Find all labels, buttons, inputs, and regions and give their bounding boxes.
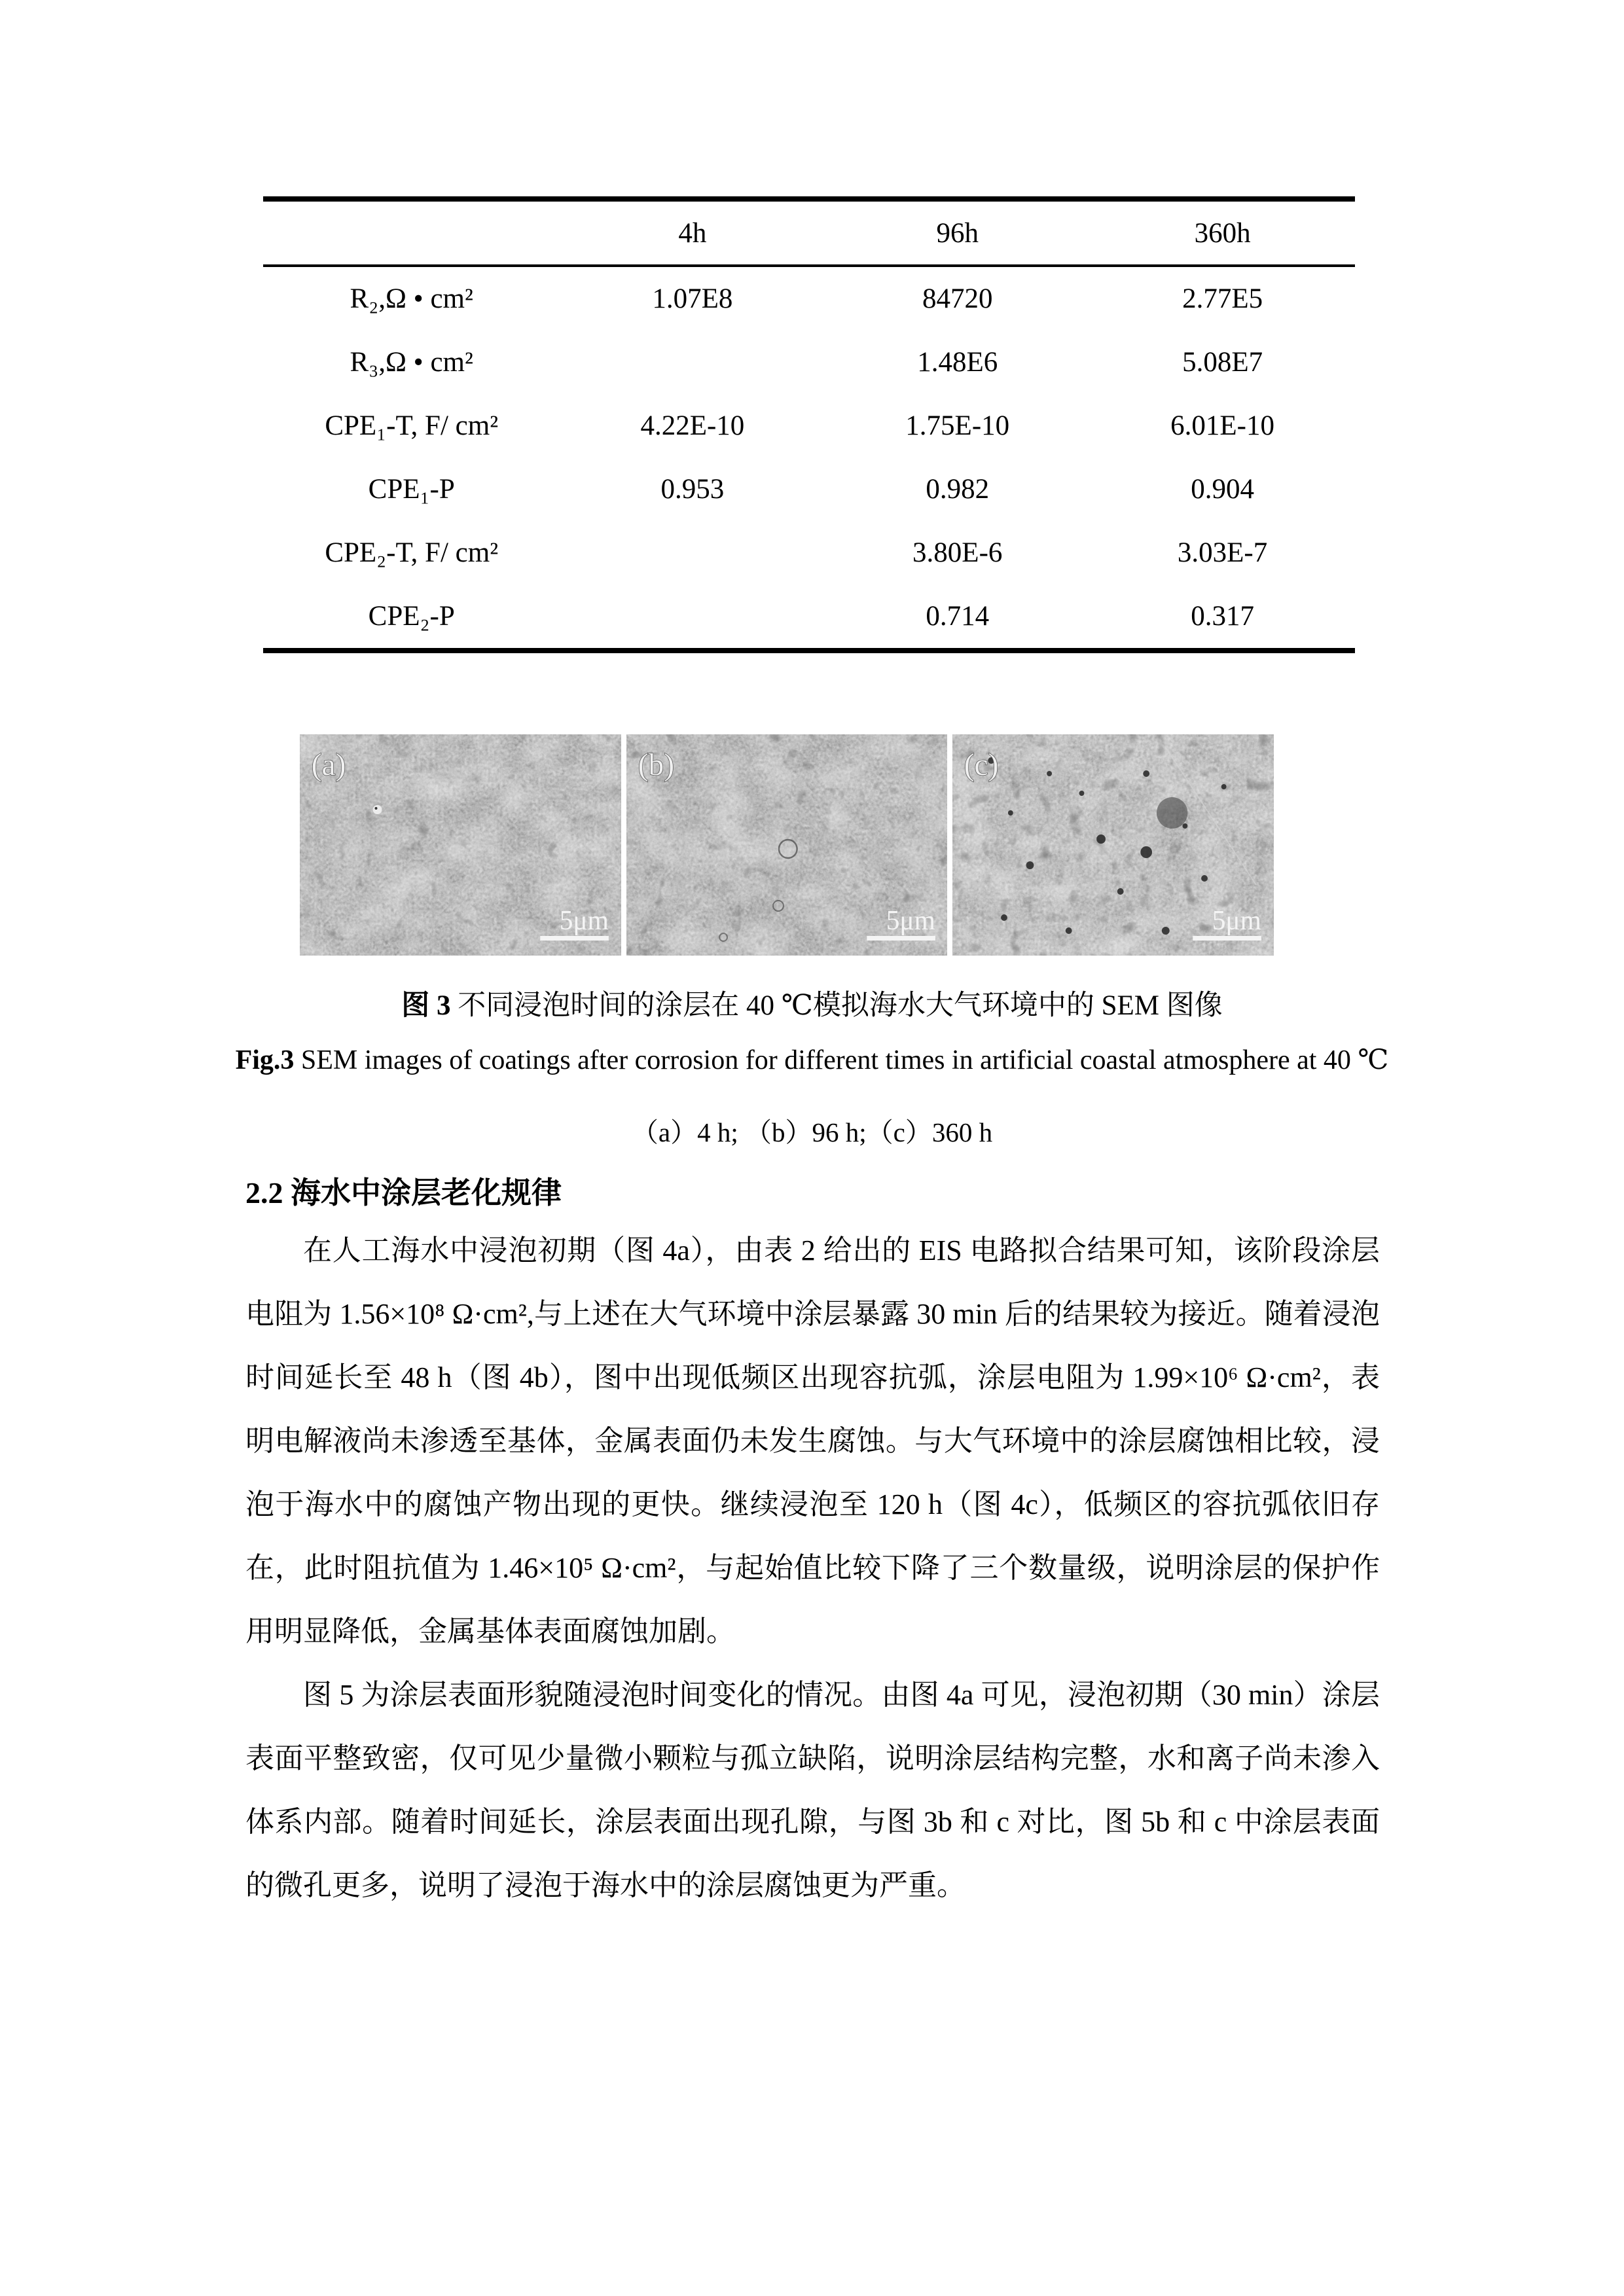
figure-caption-en-text: SEM images of coatings after corrosion for different times in artificial coastal atmosphere at 40 ℃ [300, 1045, 1389, 1075]
scale-bar-label-c: 5μm [1212, 905, 1262, 937]
section-body [245, 1219, 1380, 1917]
table-cell [560, 331, 825, 394]
table-row-r3 [263, 331, 1355, 394]
table-header-4h: 4h [678, 217, 707, 249]
panel-label-b: (b) [638, 747, 674, 783]
table-cell: 1.07E8 [652, 283, 733, 314]
table-row-cpe1t [263, 394, 1355, 457]
table-cell: 6.01E-10 [1170, 410, 1274, 441]
table-cell: 1.75E-10 [905, 410, 1010, 441]
row-label: R₃,Ω • cm² [350, 347, 473, 378]
scale-bar-b [867, 936, 935, 941]
table-cell: 3.03E-7 [1177, 537, 1268, 568]
row-label: CPE₁-T, F/ cm² [325, 410, 499, 441]
table-cell: 0.317 [1191, 601, 1254, 632]
sem-image-a [300, 734, 621, 956]
figure-caption-en-label: Fig.3 [235, 1045, 295, 1075]
table-header-empty [263, 202, 560, 264]
table-header-row [263, 202, 1355, 267]
table-header-360h: 360h [1194, 217, 1251, 249]
table-cell: 1.48E6 [917, 347, 998, 378]
paragraph-1: 在人工海水中浸泡初期（图 4a），由表 2 给出的 EIS 电路拟合结果可知，该阶段涂层电阻为 1.56×10⁸ Ω·cm²,与上述在大气环境中涂层暴露 30 min 后的结果较为接近。随着浸泡时间延长至 48 h（图 4b），图中出现低频区出现容抗弧，涂层电阻为 1.99×10⁶ Ω·cm²，表明电解液尚未渗透至基体，金属表面仍未发生腐蚀。与大气环境中的涂层腐蚀相比较，浸泡于海水中的腐蚀产物出现的更快。继续浸泡至 120 h（图 4c），低频区的容抗弧依旧存在，此时阻抗值为 1.46×10⁵ Ω·cm²，与起始值比较下降了三个数量级，说明涂层的保护作用明显降低，金属基体表面腐蚀加剧。 [245, 1234, 1380, 1647]
figure-caption-cn-label: 图 3 [401, 990, 451, 1021]
sem-image-c [952, 734, 1274, 956]
table-cell [560, 584, 825, 648]
table-cell: 0.904 [1191, 474, 1254, 505]
table-cell: 0.714 [926, 601, 990, 632]
table-cell: 3.80E-6 [912, 537, 1003, 568]
row-label: CPE₂-P [368, 601, 455, 632]
eis-fit-table [263, 196, 1355, 653]
figure-caption-cn-text: 不同浸泡时间的涂层在 40 ℃模拟海水大气环境中的 SEM 图像 [458, 990, 1223, 1021]
table-row-r2 [263, 267, 1355, 331]
row-label: CPE₂-T, F/ cm² [325, 537, 499, 568]
table-header-96h: 96h [936, 217, 979, 249]
table-cell: 0.982 [926, 474, 990, 505]
row-label: CPE₁-P [368, 474, 455, 505]
table-cell: 0.953 [660, 474, 725, 505]
panel-label-c: (c) [964, 747, 999, 783]
table-row-cpe2t [263, 521, 1355, 584]
table-cell: 2.77E5 [1182, 283, 1263, 314]
figure-subcaption: （a）4 h; （b）96 h;（c）360 h [631, 1117, 993, 1147]
scale-bar-label-b: 5μm [886, 905, 935, 937]
sem-figure-strip [300, 734, 1274, 956]
particle-core [375, 807, 378, 810]
figure-caption-cn [0, 983, 1624, 1023]
table-cell: 84720 [922, 283, 993, 314]
panel-label-a: (a) [311, 747, 346, 783]
table-cell: 5.08E7 [1182, 347, 1263, 378]
table-cell [560, 521, 825, 584]
scale-bar-c [1193, 936, 1262, 941]
paragraph-2: 图 5 为涂层表面形貌随浸泡时间变化的情况。由图 4a 可见，浸泡初期（30 min）涂层表面平整致密，仅可见少量微小颗粒与孤立缺陷，说明涂层结构完整，水和离子尚未渗入体系内部。随着时间延长，涂层表面出现孔隙，与图 3b 和 c 对比，图 5b 和 c 中涂层表面的微孔更多，说明了浸泡于海水中的涂层腐蚀更为严重。 [245, 1679, 1380, 1901]
figure-caption-en [0, 1043, 1624, 1076]
table-row-cpe2p [263, 584, 1355, 648]
scale-bar-a [540, 936, 609, 941]
row-label: R₂,Ω • cm² [350, 283, 473, 314]
sem-image-b [626, 734, 948, 956]
bright-particle [373, 805, 382, 814]
section-heading: 2.2 海水中涂层老化规律 [245, 1176, 562, 1210]
table-row-cpe1p [263, 457, 1355, 521]
scale-bar-label-a: 5μm [559, 905, 609, 937]
table-cell: 4.22E-10 [640, 410, 745, 441]
dark-patch [1157, 797, 1187, 829]
